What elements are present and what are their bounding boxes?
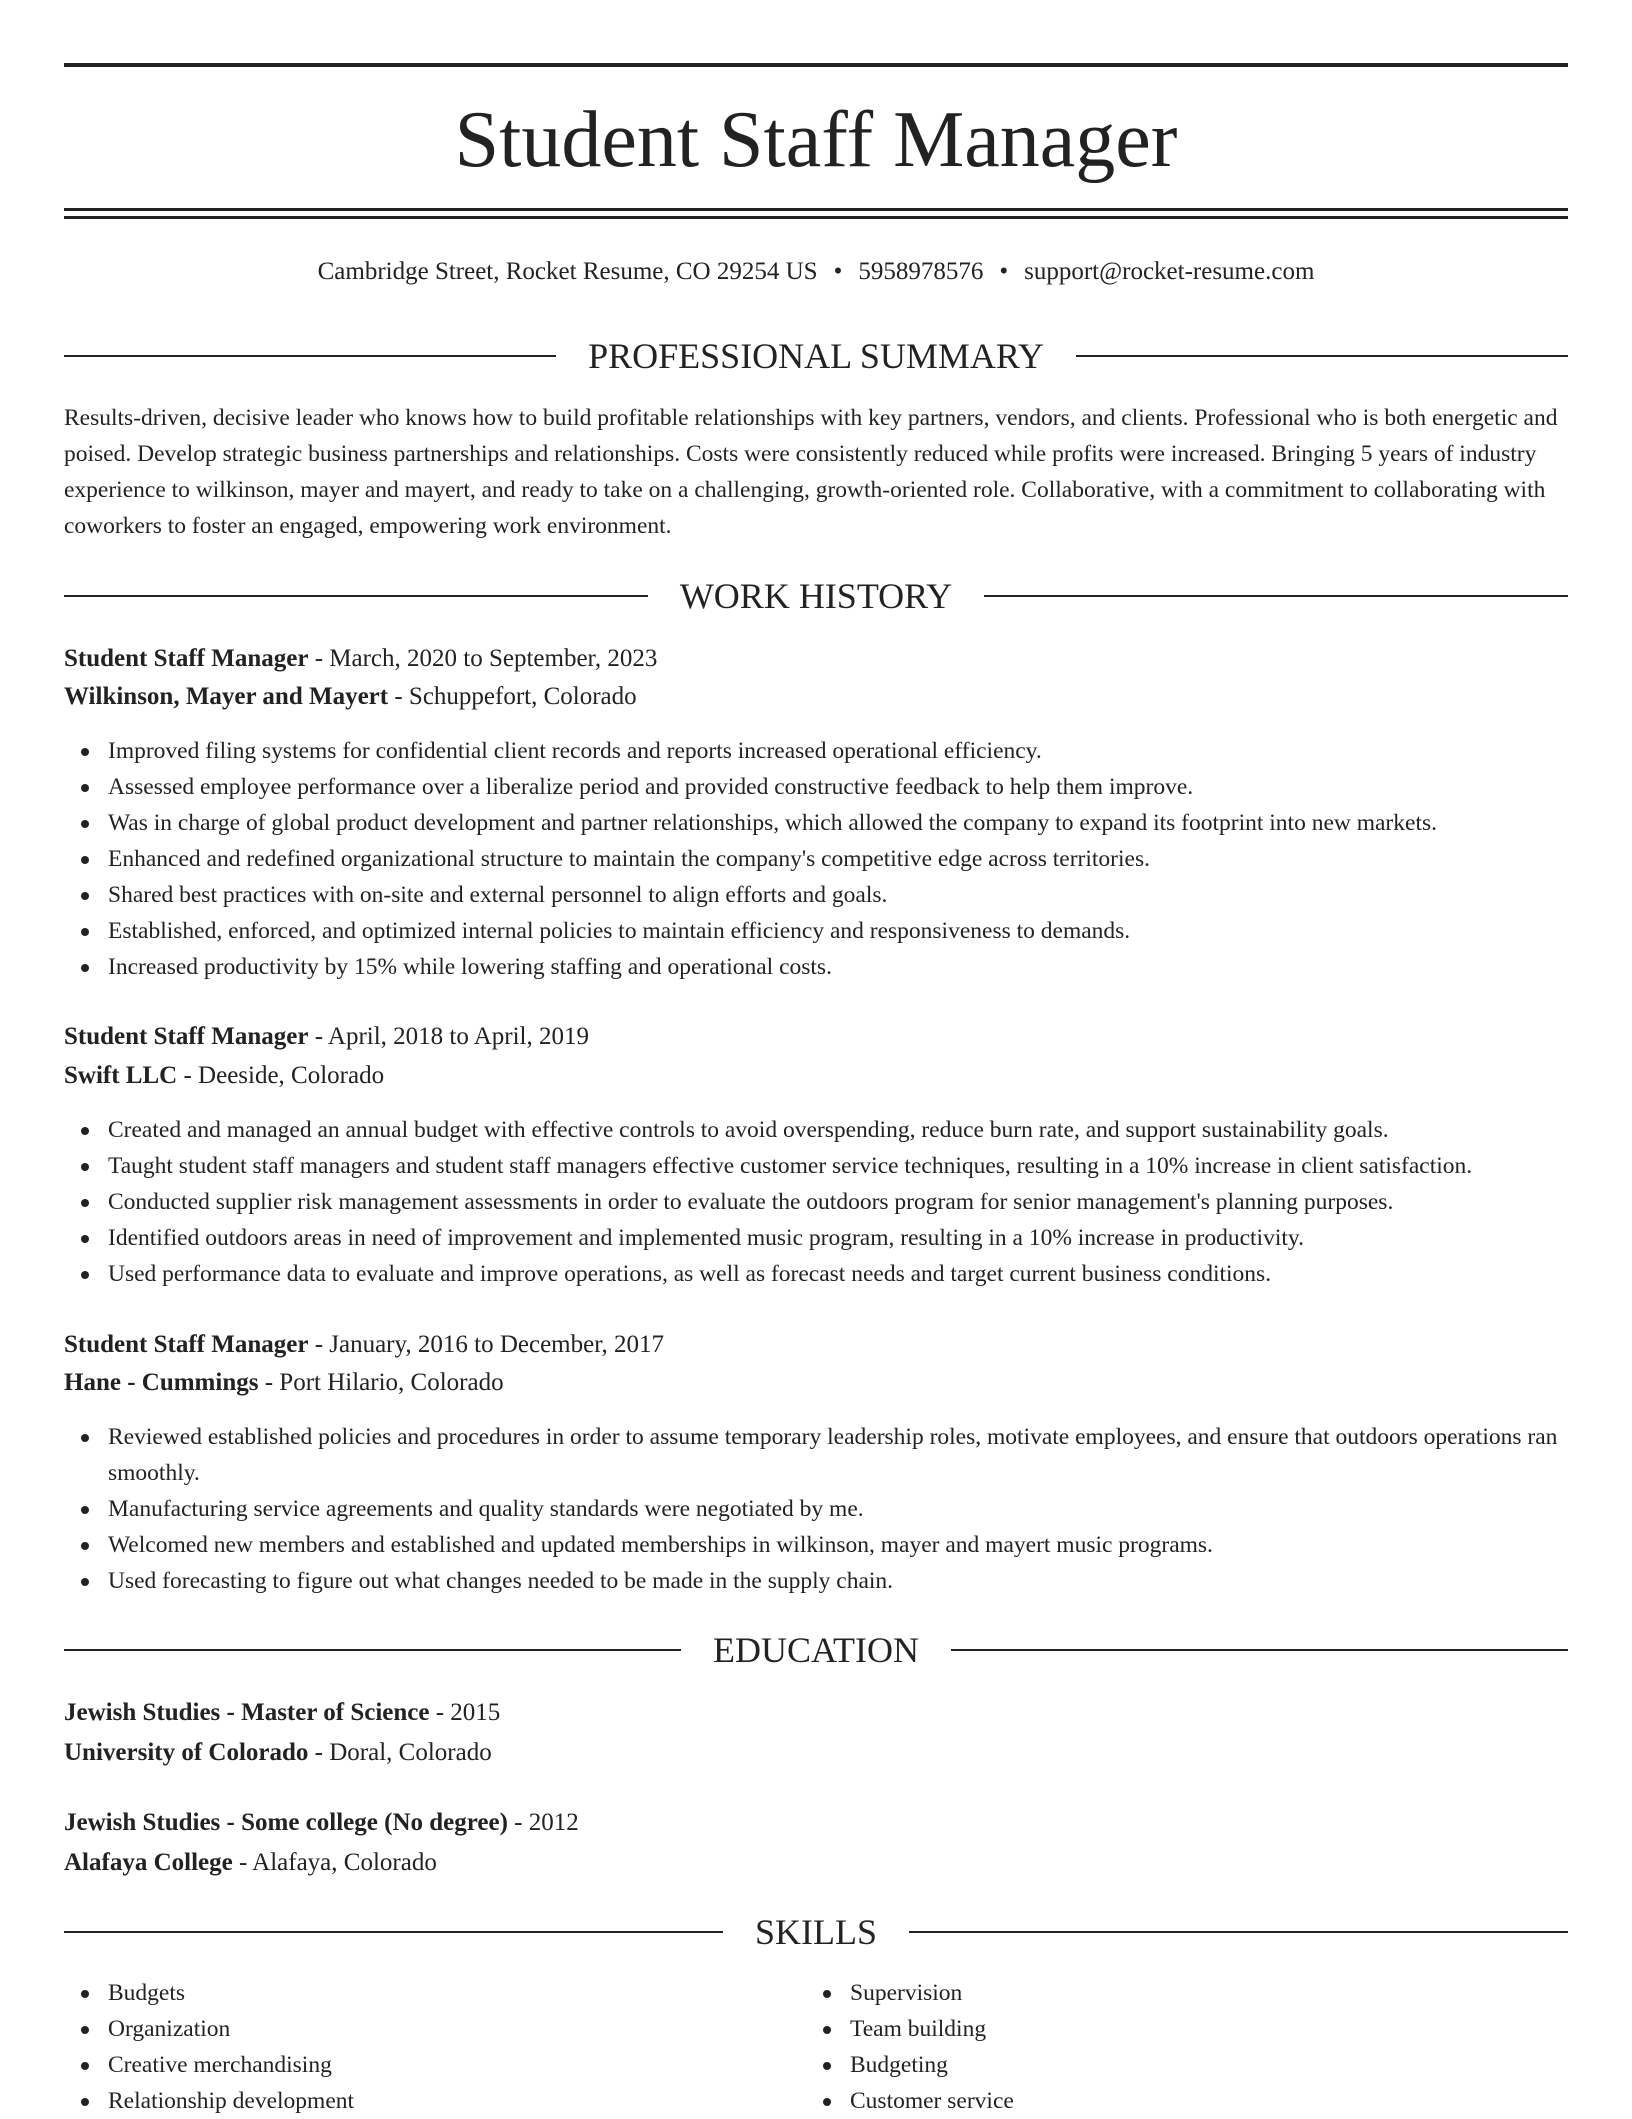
- education-school: Alafaya College: [64, 1849, 233, 1876]
- education-year: - 2015: [429, 1699, 501, 1726]
- job-duty: Conducted supplier risk management assessments in order to evaluate the outdoors program for senior management's planning purposes.: [64, 1184, 1568, 1220]
- education-location: - Alafaya, Colorado: [232, 1849, 437, 1876]
- job-duty: Welcomed new members and established and updated memberships in wilkinson, mayer and mayert music programs.: [64, 1527, 1568, 1563]
- heading-rule: [64, 1649, 681, 1651]
- education-heading: [64, 1628, 1568, 1672]
- summary-heading: [64, 334, 1568, 378]
- job-title-line: [64, 1327, 1568, 1363]
- work-history-heading: [64, 574, 1568, 618]
- contact-phone: 5958978576: [858, 258, 984, 285]
- skill-item: Supervision: [806, 1975, 1506, 2011]
- job-dates: - April, 2018 to April, 2019: [308, 1023, 589, 1050]
- job-duty: Assessed employee performance over a liberalize period and provided constructive feedback to help them improve.: [64, 769, 1568, 805]
- job-duties-list: [64, 1112, 1568, 1292]
- job-duty: Improved filing systems for confidential client records and reports increased operational efficiency.: [64, 733, 1568, 769]
- job-title-line: [64, 1019, 1568, 1055]
- job-duties-list: [64, 1419, 1568, 1599]
- job-title: Student Staff Manager: [64, 645, 309, 672]
- job-duty: Enhanced and redefined organizational structure to maintain the company's competitive edge across territories.: [64, 841, 1568, 877]
- job-location: - Deeside, Colorado: [177, 1062, 385, 1089]
- skill-item: Budgeting: [806, 2047, 1506, 2083]
- heading-rule: [984, 595, 1568, 597]
- job-company: Wilkinson, Mayer and Mayert: [64, 683, 389, 710]
- job-dates: - March, 2020 to September, 2023: [308, 645, 658, 672]
- heading-rule: [1076, 355, 1568, 357]
- skills-heading: [64, 1910, 1568, 1954]
- job-dates: - January, 2016 to December, 2017: [308, 1331, 665, 1358]
- skill-item: Budgets: [64, 1975, 764, 2011]
- job-company: Swift LLC: [64, 1062, 178, 1089]
- skill-item: Team building: [806, 2011, 1506, 2047]
- job-duty: Reviewed established policies and procedures in order to assume temporary leadership roles, motivate employees, and ensure that outdoors operations ran smoothly.: [64, 1419, 1568, 1491]
- education-school: University of Colorado: [64, 1739, 309, 1766]
- job-company-line: [64, 1058, 1568, 1094]
- job-duty: Shared best practices with on-site and external personnel to align efforts and goals.: [64, 877, 1568, 913]
- education-school-line: [64, 1845, 1568, 1881]
- job-title: Student Staff Manager: [64, 1023, 309, 1050]
- skill-item: Relationship development: [64, 2083, 764, 2119]
- job-duty: Used forecasting to figure out what changes needed to be made in the supply chain.: [64, 1563, 1568, 1599]
- job-duties-list: [64, 733, 1568, 985]
- education-degree: Jewish Studies - Master of Science: [64, 1699, 430, 1726]
- top-rule: [64, 63, 1568, 67]
- skill-item: Organization: [64, 2011, 764, 2047]
- job-location: - Port Hilario, Colorado: [258, 1369, 504, 1396]
- contact-email: support@rocket-resume.com: [1024, 258, 1315, 285]
- job-title: Student Staff Manager: [64, 1331, 309, 1358]
- job-company-line: [64, 1365, 1568, 1401]
- skill-item: Customer service: [806, 2083, 1506, 2119]
- education-school-line: [64, 1735, 1568, 1771]
- job-duty: Established, enforced, and optimized internal policies to maintain efficiency and responsiveness to demands.: [64, 913, 1568, 949]
- job-duty: Created and managed an annual budget with effective controls to avoid overspending, reduce burn rate, and support sustainability goals.: [64, 1112, 1568, 1148]
- job-duty: Increased productivity by 15% while lowering staffing and operational costs.: [64, 949, 1568, 985]
- job-location: - Schuppefort, Colorado: [388, 683, 637, 710]
- job-duty: Was in charge of global product development and partner relationships, which allowed the company to expand its footprint into new markets.: [64, 805, 1568, 841]
- contact-separator: •: [999, 258, 1009, 285]
- job-duty: Identified outdoors areas in need of improvement and implemented music program, resulting in a 10% increase in productivity.: [64, 1220, 1568, 1256]
- contact-address: Cambridge Street, Rocket Resume, CO 29254 US: [317, 258, 818, 285]
- job-duty: Used performance data to evaluate and improve operations, as well as forecast needs and target current business conditions.: [64, 1256, 1568, 1292]
- section-title: EDUCATION: [713, 1630, 919, 1670]
- skills-list-left: [64, 1975, 764, 2119]
- skill-item: Creative merchandising: [64, 2047, 764, 2083]
- heading-rule: [909, 1931, 1568, 1933]
- education-degree-line: [64, 1805, 1568, 1841]
- resume-name: Student Staff Manager: [454, 96, 1178, 184]
- section-title: SKILLS: [755, 1912, 878, 1952]
- education-location: - Doral, Colorado: [308, 1739, 492, 1766]
- heading-rule: [64, 355, 556, 357]
- skills-list-right: [806, 1975, 1506, 2119]
- job-company: Hane - Cummings: [64, 1369, 259, 1396]
- education-year: - 2012: [507, 1809, 579, 1836]
- summary-text: Results-driven, decisive leader who knows how to build profitable relationships with key partners, vendors, and clients. Professional who is both energetic and poised. Develop strategic business partnerships and relationships. Costs were consistently reduced while profits were increased. Bringing 5 years of industry experience to wilkinson, mayer and mayert, and ready to take on a challenging, growth-oriented role. Collaborative, with a commitment to collaborating with coworkers to foster an engaged, empowering work environment.: [64, 405, 1558, 539]
- job-title-line: [64, 641, 1568, 677]
- job-duty: Manufacturing service agreements and quality standards were negotiated by me.: [64, 1491, 1568, 1527]
- heading-rule: [64, 595, 648, 597]
- contact-separator: •: [833, 258, 843, 285]
- section-title: PROFESSIONAL SUMMARY: [588, 336, 1044, 376]
- job-duty: Taught student staff managers and student staff managers effective customer service techniques, resulting in a 10% increase in client satisfaction.: [64, 1148, 1568, 1184]
- name-rule-upper: [64, 208, 1568, 211]
- name-rule-lower: [64, 216, 1568, 219]
- education-degree-line: [64, 1695, 1568, 1731]
- heading-rule: [64, 1931, 723, 1933]
- contact-line: [64, 254, 1568, 290]
- job-company-line: [64, 679, 1568, 715]
- heading-rule: [951, 1649, 1568, 1651]
- education-degree: Jewish Studies - Some college (No degree): [64, 1809, 508, 1836]
- section-title: WORK HISTORY: [679, 576, 953, 616]
